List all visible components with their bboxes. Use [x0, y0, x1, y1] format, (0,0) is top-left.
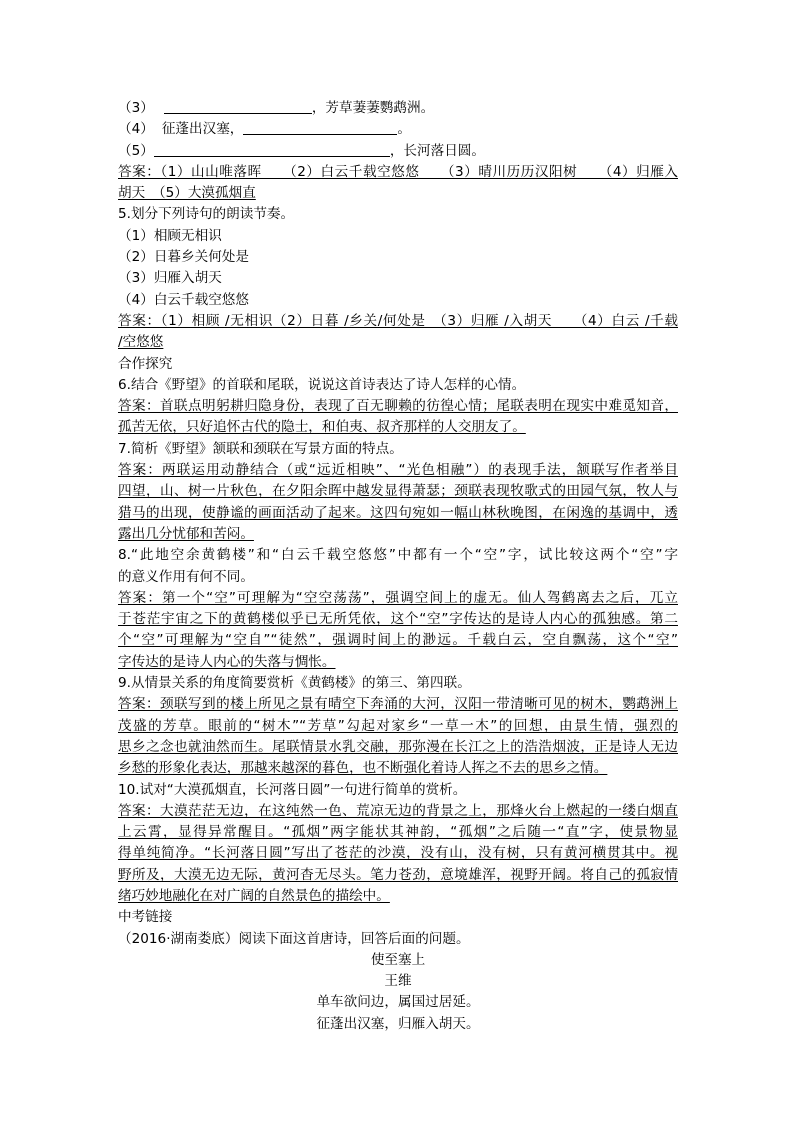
answer-q7-line-1: 答案：两联运用动静结合（或“远近相映”、“光色相融”）的表现手法，颔联写作者举目 — [118, 462, 678, 479]
answer-q6-line-1: 答案：首联点明躬耕归隐身份，表现了百无聊赖的彷徨心情；尾联表明在现实中难觅知音， — [118, 398, 678, 415]
poem-line-2: 征蓬出汉塞，归雁入胡天。 — [316, 1015, 480, 1032]
item-text: ，芳草萋萋鹦鹉洲。 — [311, 100, 435, 116]
question-5: 5.划分下列诗句的朗读节奏。 — [118, 206, 295, 223]
section-heading-cooperate: 合作探究 — [118, 355, 173, 372]
poem-title: 使至塞上 — [370, 951, 426, 968]
answer-q9-line-2: 茂盛的芳草。眼前的“树木”“芳草”勾起对家乡“一草一木”的回想，由景生情，强烈的 — [118, 717, 678, 734]
blank-field[interactable] — [243, 120, 397, 135]
fill-item-3 — [118, 98, 678, 119]
answer-q8-line-4: 字传达的是诗人内心的失落与惆怅。 — [118, 653, 336, 670]
q5-item-2: （2）日暮乡关何处是 — [118, 249, 249, 266]
q5-item-4: （4）白云千载空悠悠 — [118, 291, 249, 308]
poem-author: 王维 — [384, 973, 412, 990]
answer-q7-line-4: 露出几分忧郁和苦闷。 — [118, 525, 254, 542]
answer-q9-line-1: 答案：颈联写到的楼上所见之景有晴空下奔涌的大河，汉阳一带清晰可见的树木，鹦鹉洲上 — [118, 696, 678, 713]
answer-q10-line-4: 野所及，大漠无边无际，黄河杳无尽头。笔力苍劲，意境雄浑，视野开阔。将自己的孤寂情 — [118, 866, 678, 883]
fill-item-5 — [118, 141, 678, 162]
question-9: 9.从情景关系的角度简要赏析《黄鹤楼》的第三、第四联。 — [118, 675, 471, 692]
answer-q5-line-1: 答案：（1）相顾 /无相识（2）日暮 /乡关/何处是 （3）归雁 /入胡天 （4）白云 /千载 — [118, 312, 678, 329]
answer-q10-line-3: 得单纯简净。“长河落日圆”写出了苍茫的沙漠，没有山，没有树，只有黄河横贯其中。视 — [118, 845, 678, 862]
answer-q9-line-4: 乡愁的形象化表达，那越来越深的暮色，也不断强化着诗人挥之不去的思乡之情。 — [118, 760, 608, 777]
q5-item-1: （1）相顾无相识 — [118, 227, 222, 244]
item-text: 征蓬出汉塞， — [161, 121, 244, 138]
answer-fill-line-2: 胡天 （5）大漠孤烟直 — [118, 185, 256, 202]
answer-q10-line-5: 绪巧妙地融化在对广阔的自然景色的描绘中。 — [118, 887, 390, 904]
answer-q7-line-3: 猎马的出现，使静谧的画面活动了起来。这四句宛如一幅山林秋晚图，在闲逸的基调中，透 — [118, 504, 678, 521]
question-8-line-2: 的意义作用有何不同。 — [118, 568, 254, 585]
question-8-line-1: 8.“此地空余黄鹤楼”和“白云千载空悠悠”中都有一个“空”字，试比较这两个“空”字 — [118, 547, 678, 564]
document-page — [118, 98, 678, 1035]
question-10: 10.试对“大漠孤烟直，长河落日圆”一句进行简单的赏析。 — [118, 781, 467, 798]
answer-q8-line-2: 于苍茫宇宙之下的黄鹤楼似乎已无所凭依，这个“空”字传达的是诗人内心的孤独感。第二 — [118, 611, 678, 628]
poem-line-1: 单车欲问边，属国过居延。 — [316, 994, 480, 1011]
answer-q10-line-2: 上云霄，显得异常醒目。“孤烟”两字能状其神韵，“孤烟”之后随一“直”字，使景物显 — [118, 824, 678, 841]
item-text: 。 — [397, 121, 411, 138]
answer-q8-line-3: 个“空”可理解为“空自”“徒然”，强调时间上的渺远。千载白云，空自飘荡，这个“空” — [118, 632, 678, 649]
q5-item-3: （3）归雁入胡天 — [118, 270, 222, 287]
answer-q9-line-3: 思乡之念也就油然而生。尾联情景水乳交融，那弥漫在长江之上的浩浩烟波，正是诗人无边 — [118, 738, 678, 755]
answer-fill-line-1: 答案：（1）山山唯落晖 （2）白云千载空悠悠 （3）晴川历历汉阳树 （4）归雁入 — [118, 163, 678, 180]
exam-intro: （2016·湖南娄底）阅读下面这首唐诗，回答后面的问题。 — [118, 930, 470, 947]
item-number: （3） — [118, 100, 154, 116]
answer-q6-line-2: 孤苦无依，只好追怀古代的隐士，和伯夷、叔齐那样的人交朋友了。 — [118, 419, 526, 436]
section-heading-exam: 中考链接 — [118, 909, 173, 926]
item-text: ，长河落日圆。 — [389, 142, 485, 159]
blank-field[interactable] — [154, 142, 390, 157]
question-7: 7.简析《野望》颔联和颈联在写景方面的特点。 — [118, 440, 403, 457]
blank-field[interactable] — [164, 99, 312, 114]
question-6: 6.结合《野望》的首联和尾联，说说这首诗表达了诗人怎样的心情。 — [118, 376, 526, 393]
answer-q10-line-1: 答案：大漠茫茫无边，在这纯然一色、荒凉无边的背景之上，那烽火台上燃起的一缕白烟直 — [118, 802, 678, 819]
answer-q7-line-2: 四望，山、树一片秋色，在夕阳余晖中越发显得萧瑟；颈联表现牧歌式的田园气氛，牧人与 — [118, 483, 678, 500]
answer-q5-line-2: /空悠悠 — [118, 334, 164, 351]
item-number: （5） — [118, 142, 154, 159]
fill-item-4 — [118, 119, 678, 140]
answer-q8-line-1: 答案：第一个“空”可理解为“空空荡荡”，强调空间上的虚无。仙人驾鹤离去之后，兀立 — [118, 589, 678, 606]
item-number: （4） — [118, 121, 154, 138]
